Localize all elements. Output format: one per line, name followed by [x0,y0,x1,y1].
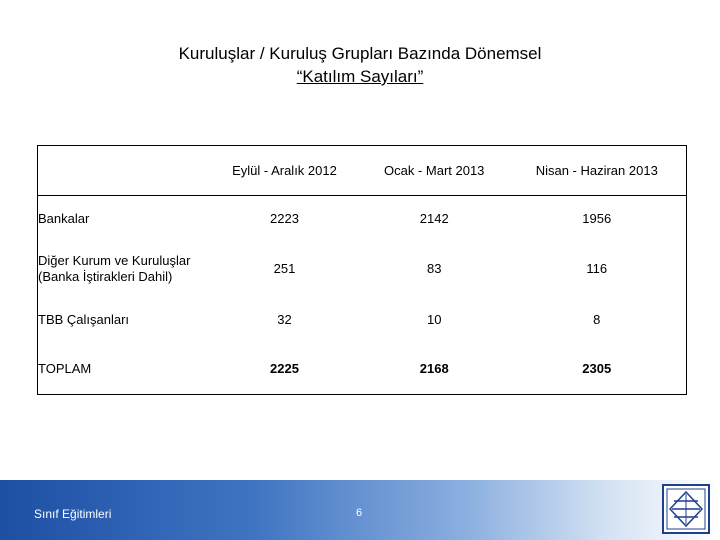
table-cell: 2223 [270,211,299,227]
table-cell: 251 [273,261,296,276]
column-header: Nisan - Haziran 2013 [508,146,687,196]
table-header-row [38,146,687,196]
column-header: Ocak - Mart 2013 [361,146,508,196]
row-label: TBB Çalışanları [38,296,209,344]
participation-table [37,145,687,395]
table-row [38,196,687,242]
page-number: 6 [356,507,363,519]
table-cell: 2225 [208,344,361,395]
row-label: Bankalar [38,196,209,242]
footer-label: Sınıf Eğitimleri [34,507,112,521]
table-cell: 1956 [508,196,687,242]
table-cell: 83 [426,261,442,276]
table-cell: 2142 [419,211,449,227]
row-label: Diğer Kurum ve Kuruluşlar (Banka İştirakleri Dahil) [38,242,209,296]
table-row [38,296,687,344]
table-cell: 32 [277,312,292,327]
table-row [38,242,687,296]
title-line-1: Kuruluşlar / Kuruluş Grupları Bazında Dönemsel [178,44,542,63]
institution-logo [662,484,710,534]
header-corner-cell [38,146,209,196]
column-header: Eylül - Aralık 2012 [208,146,361,196]
row-label: TOPLAM [38,344,209,395]
table-cell: 2168 [361,344,508,395]
table-cell: 10 [426,312,442,327]
title-line-2: “Katılım Sayıları” [296,67,424,86]
table-cell: 8 [508,296,687,344]
table-cell: 2305 [508,344,687,395]
slide-title [0,42,720,88]
table-total-row [38,344,687,395]
table-cell: 116 [508,242,687,296]
